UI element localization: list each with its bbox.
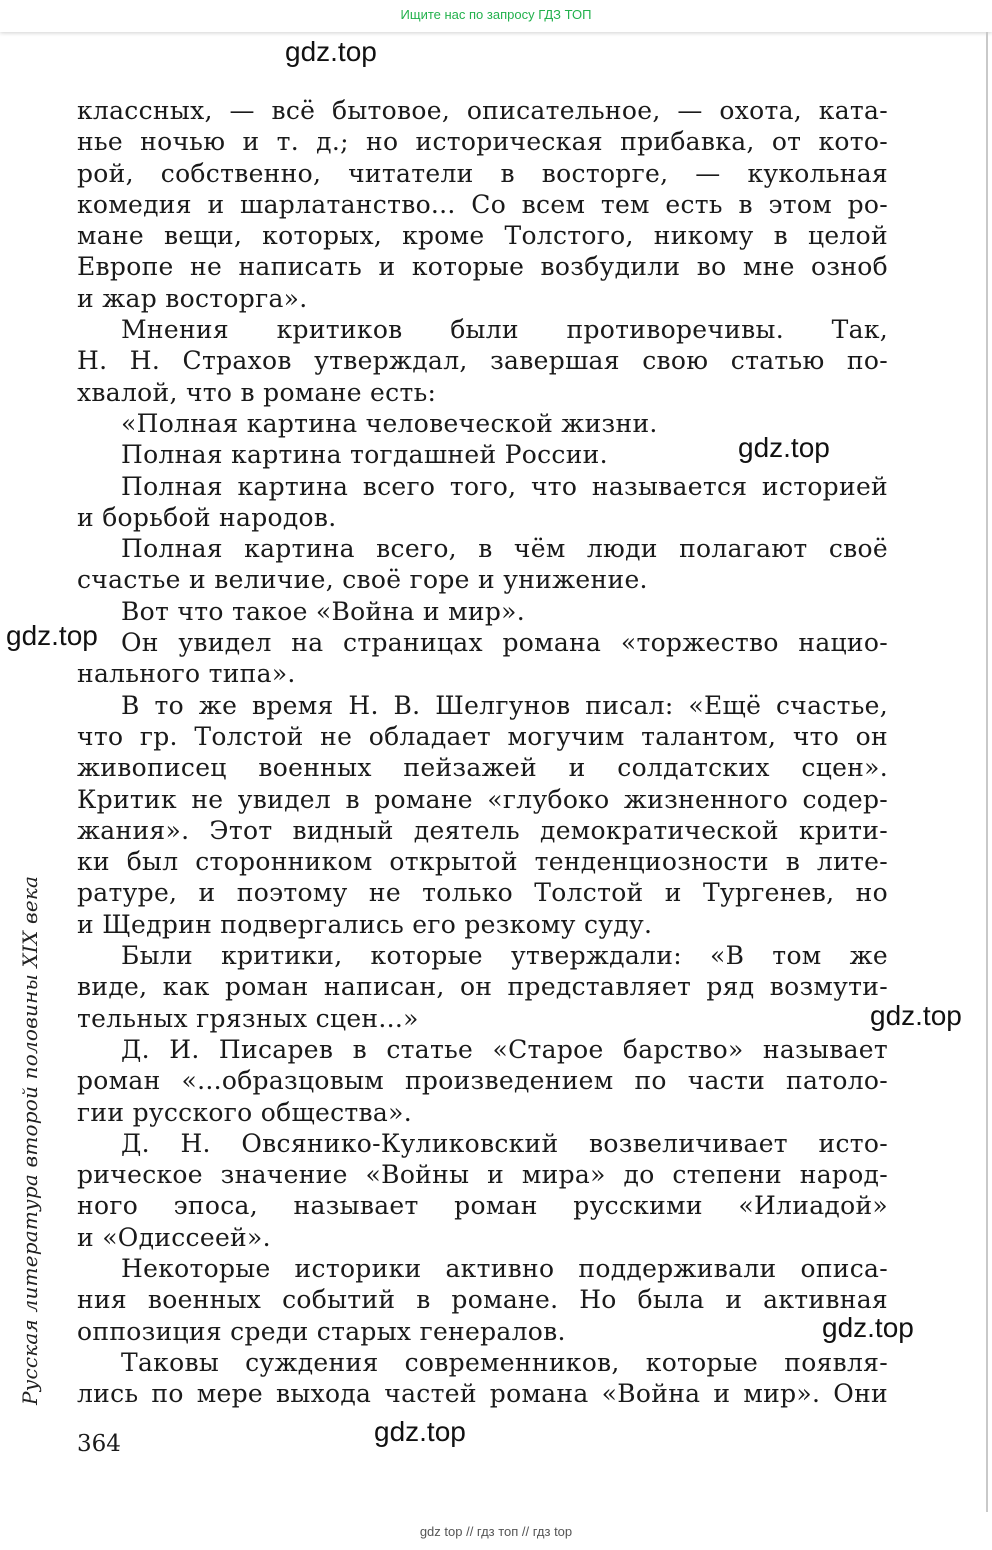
watermark: gdz.top xyxy=(285,36,377,67)
text-line: ратуре, и поэтому не только Толстой и Тургенев, но xyxy=(77,878,888,908)
text-line: комедия и шарлатанство... Со всем тем есть в этом ро- xyxy=(77,189,888,219)
watermark: gdz.top xyxy=(822,1312,914,1343)
watermark: gdz.top xyxy=(374,1416,466,1447)
text-line: что гр. Толстой не обладает могучим талантом, что он xyxy=(77,721,888,751)
text-line: оппозиция среди старых генералов. xyxy=(77,1316,566,1346)
text-line: и жар восторга». xyxy=(77,283,308,313)
text-line: и борьбой народов. xyxy=(77,502,337,532)
text-line: Он увидел на страницах романа «торжество нацио- xyxy=(121,628,888,658)
top-banner xyxy=(0,0,992,32)
text-line: В то же время Н. В. Шелгунов писал: «Ещё счастье, xyxy=(121,690,888,720)
text-line: и «Одиссеей». xyxy=(77,1222,271,1252)
text-line: классных, — всё бытовое, описательное, — охота, ката- xyxy=(77,96,888,125)
text-line: тельных грязных сцен...» xyxy=(77,1003,419,1033)
text-line: Вот что такое «Война и мир». xyxy=(121,596,525,626)
text-line: Таковы суждения современников, которые появля- xyxy=(121,1347,888,1377)
text-line: ки был сторонником открытой тенденциозности в лите- xyxy=(77,847,888,877)
page-number: 364 xyxy=(77,1431,121,1457)
text-line: гии русского общества». xyxy=(77,1097,412,1127)
running-head-caption: Русская литература второй половины XIX века xyxy=(18,875,42,1405)
text-line: виде, как роман написан, он представляет ряд возмути- xyxy=(77,972,888,1002)
text-line: Критик не увидел в романе «глубоко жизненного содер- xyxy=(77,784,888,814)
text-line: живописец военных пейзажей и солдатских сцен». xyxy=(77,753,888,783)
text-line: Европе не написать и которые возбудили во мне озноб xyxy=(77,252,888,282)
search-hint-link[interactable]: Ищите нас по запросу ГДЗ ТОП xyxy=(400,7,592,22)
text-line: Д. Н. Овсянико-Куликовский возвеличивает исто- xyxy=(121,1128,888,1158)
text-line: нального типа». xyxy=(77,659,296,689)
text-line: рическое значение «Войны и мира» до степени народ- xyxy=(77,1160,888,1190)
text-line: Полная картина всего, в чём люди полагают своё xyxy=(121,534,888,564)
footer-links[interactable]: gdz top // гдз топ // гдз top xyxy=(419,1524,573,1539)
watermark: gdz.top xyxy=(870,1000,962,1031)
watermark: gdz.top xyxy=(6,620,98,651)
text-line: нье ночью и т. д.; но историческая прибавка, от кото- xyxy=(77,127,888,157)
text-line: роман «...образцовым произведением по части патоло- xyxy=(77,1066,888,1096)
text-line: жания». Этот видный деятель демократической крити- xyxy=(77,815,888,845)
text-line: хвалой, что в романе есть: xyxy=(77,377,437,407)
text-line: «Полная картина человеческой жизни. xyxy=(121,408,658,438)
watermark: gdz.top xyxy=(738,432,830,463)
text-line: ного эпоса, называет роман русскими «Илиадой» xyxy=(77,1191,888,1221)
text-line: рой, собственно, читатели в восторге, — кукольная xyxy=(77,158,888,188)
page-edge-divider xyxy=(986,32,988,1512)
text-line: и Щедрин подвергались его резкому суду. xyxy=(77,909,653,939)
text-line: Мнения критиков были противоречивы. Так, xyxy=(121,315,888,345)
text-line: Полная картина тогдашней России. xyxy=(121,440,608,470)
text-line: Полная картина всего того, что называется историей xyxy=(121,471,888,501)
page-text xyxy=(77,95,888,1409)
text-line: Были критики, которые утверждали: «В том же xyxy=(121,941,888,971)
text-line: Н. Н. Страхов утверждал, завершая свою статью по- xyxy=(77,346,888,376)
text-line: ния военных событий в романе. Но была и активная xyxy=(77,1285,888,1315)
text-line: мане вещи, которых, кроме Толстого, никому в целой xyxy=(77,221,888,251)
text-line: лись по мере выхода частей романа «Война и мир». Они xyxy=(77,1379,888,1409)
text-line: Некоторые историки активно поддерживали описа- xyxy=(121,1253,888,1283)
text-line: Д. И. Писарев в статье «Старое барство» называет xyxy=(121,1034,888,1064)
text-line: счастье и величие, своё горе и унижение. xyxy=(77,565,648,595)
